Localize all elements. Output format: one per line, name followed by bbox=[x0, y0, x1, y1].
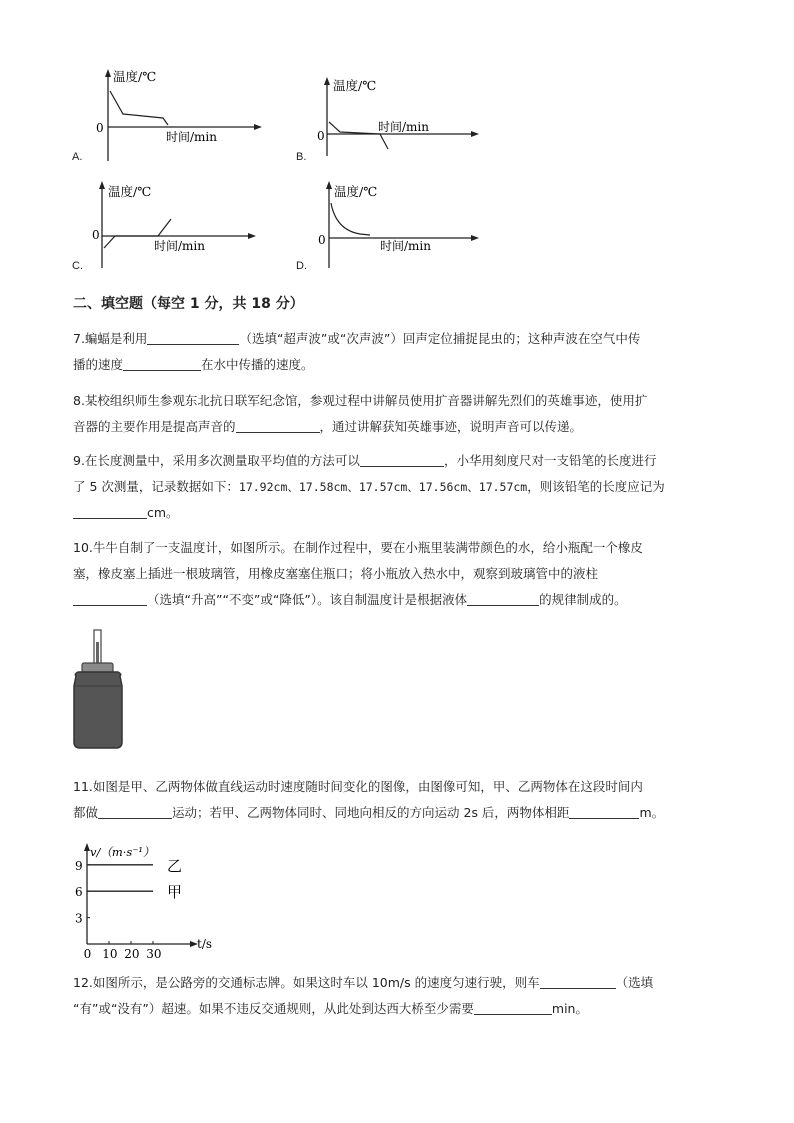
thermometer-bottle-image bbox=[70, 628, 130, 750]
q8-text-3: ，通过讲解获知英雄事迹，说明声音可以传递。 bbox=[319, 419, 583, 434]
x-axis-label: 时间/min bbox=[380, 239, 431, 253]
y-tick-label: 6 bbox=[75, 885, 83, 900]
x-axis-label: 时间/min bbox=[154, 239, 205, 253]
q12-blank-2[interactable] bbox=[474, 1000, 552, 1015]
q9-blank-2[interactable] bbox=[73, 504, 147, 519]
q9-text-2: ，小华用刻度尺对一支铅笔的长度进行 bbox=[443, 453, 657, 468]
origin-label: 0 bbox=[92, 228, 100, 242]
q7-blank-2[interactable] bbox=[123, 356, 201, 371]
option-b-graph bbox=[290, 74, 490, 164]
section-title: 二、填空题（每空 1 分，共 18 分） bbox=[73, 296, 304, 312]
q10-blank-1[interactable] bbox=[73, 591, 147, 606]
q12-text-2: （选填 bbox=[615, 975, 654, 990]
option-a-label[interactable]: A. bbox=[72, 151, 83, 163]
q11-text-2: 都做 bbox=[73, 805, 99, 820]
origin-label: 0 bbox=[318, 233, 326, 247]
option-a-graph bbox=[68, 66, 268, 166]
q12-text-3: “有”或“没有”）超速。如果不违反交通规则，从此处到达西大桥至少需要 bbox=[73, 1001, 474, 1016]
y-axis-label: 温度/℃ bbox=[108, 184, 152, 199]
chart-y-label: v/（m·s⁻¹） bbox=[90, 845, 155, 859]
option-c-label[interactable]: C. bbox=[72, 260, 83, 272]
question-7 bbox=[73, 326, 733, 378]
question-9 bbox=[73, 448, 733, 526]
q10-blank-2[interactable] bbox=[467, 591, 539, 606]
q10-text-3: （选填“升高”“不变”或“降低”）。该自制温度计是根据液体 bbox=[147, 592, 468, 607]
series-label: 甲 bbox=[167, 883, 183, 902]
option-d-graph bbox=[290, 178, 490, 273]
q10-text-4: 的规律制成的。 bbox=[539, 592, 627, 607]
option-d-label[interactable]: D. bbox=[296, 260, 307, 272]
x-tick-label: 0 bbox=[83, 947, 92, 958]
q7-blank-1[interactable] bbox=[147, 330, 239, 345]
origin-label: 0 bbox=[317, 129, 325, 143]
q8-blank-1[interactable] bbox=[236, 418, 320, 433]
chart-x-label: t/s bbox=[197, 937, 213, 951]
q9-blank-1[interactable] bbox=[360, 452, 444, 467]
x-tick-label: 30 bbox=[146, 947, 162, 958]
q8-text-2: 音器的主要作用是提高声音的 bbox=[73, 419, 236, 434]
q7-text-1: 7.蝙蝠是利用 bbox=[73, 331, 148, 346]
x-axis-label: 时间/min bbox=[378, 120, 429, 134]
q7-text-3: 播的速度 bbox=[73, 357, 124, 372]
origin-label: 0 bbox=[96, 121, 104, 135]
q8-line-1: 8.某校组织师生参观东北抗日联军纪念馆，参观过程中讲解员使用扩音器讲解先烈们的英雄事迹，使用扩 bbox=[73, 393, 648, 408]
x-axis-label: 时间/min bbox=[166, 130, 217, 144]
series-label: 乙 bbox=[167, 856, 183, 875]
question-11 bbox=[73, 774, 733, 826]
q9-data: 17.92cm、17.58cm、17.57cm、17.56cm、17.57cm bbox=[238, 480, 528, 494]
q11-line-1: 11.如图是甲、乙两物体做直线运动时速度随时间变化的图像，由图像可知，甲、乙两物体在这段时间内 bbox=[73, 779, 643, 794]
question-12 bbox=[73, 970, 733, 1022]
q10-line-1: 10.牛牛自制了一支温度计，如图所示。在制作过程中，要在小瓶里装满带颜色的水，给小瓶配一个橡皮 bbox=[73, 540, 643, 555]
q11-blank-2[interactable] bbox=[569, 804, 639, 819]
question-10 bbox=[73, 535, 733, 613]
x-tick-label: 10 bbox=[102, 947, 118, 958]
y-axis-label: 温度/℃ bbox=[334, 184, 378, 199]
question-8 bbox=[73, 388, 733, 440]
velocity-time-chart bbox=[70, 840, 230, 958]
q11-blank-1[interactable] bbox=[98, 804, 172, 819]
q12-unit: min。 bbox=[551, 1001, 588, 1016]
y-axis-label: 温度/℃ bbox=[333, 78, 377, 93]
y-tick-label: 3 bbox=[75, 911, 83, 926]
q10-line-2: 塞，橡皮塞上插进一根玻璃管，用橡皮塞塞住瓶口；将小瓶放入热水中，观察到玻璃管中的液柱 bbox=[73, 566, 599, 581]
q9-unit: cm。 bbox=[147, 505, 179, 520]
q11-text-3: 运动；若甲、乙两物体同时、同地向相反的方向运动 2s 后，两物体相距 bbox=[172, 805, 570, 820]
x-tick-label: 20 bbox=[124, 947, 140, 958]
q9-text-1: 9.在长度测量中，采用多次测量取平均值的方法可以 bbox=[73, 453, 360, 468]
y-tick-label: 9 bbox=[75, 858, 83, 873]
y-axis-label: 温度/℃ bbox=[113, 69, 157, 84]
q12-blank-1[interactable] bbox=[540, 974, 616, 989]
q9-text-3: 了 5 次测量，记录数据如下： bbox=[73, 479, 239, 494]
q9-text-4: ，则该铅笔的长度应记为 bbox=[527, 479, 665, 494]
q12-text-1: 12.如图所示，是公路旁的交通标志牌。如果这时车以 10m/s 的速度匀速行驶，则车 bbox=[73, 975, 540, 990]
q7-text-2: （选填“超声波”或“次声波”）回声定位捕捉昆虫的；这种声波在空气中传 bbox=[239, 331, 641, 346]
q11-unit: m。 bbox=[639, 805, 665, 820]
q7-text-4: 在水中传播的速度。 bbox=[201, 357, 314, 372]
option-c-graph bbox=[68, 178, 268, 273]
option-b-label[interactable]: B. bbox=[296, 151, 307, 163]
